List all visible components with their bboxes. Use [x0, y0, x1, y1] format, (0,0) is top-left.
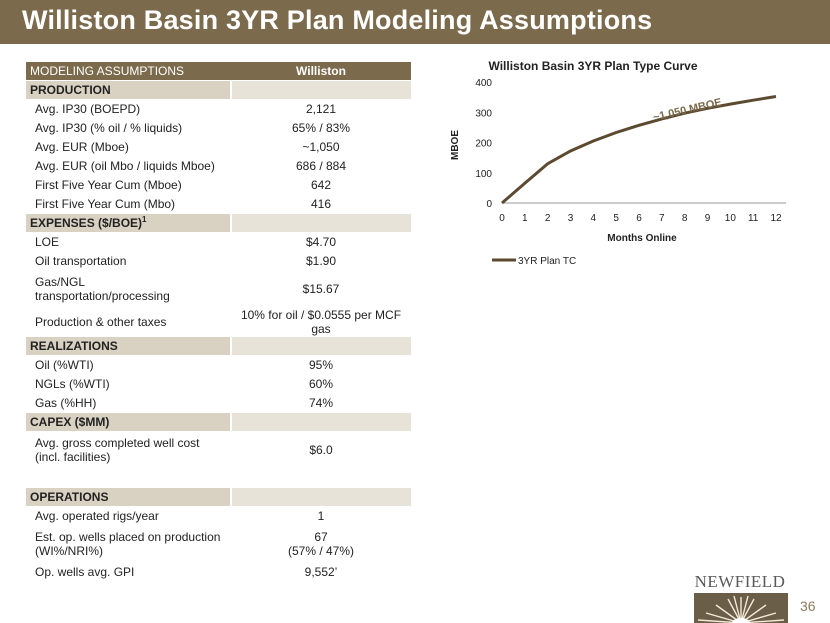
row-label: Avg. EUR (Mboe)	[26, 138, 231, 157]
x-tick-label: 12	[770, 213, 782, 224]
x-tick-label: 9	[704, 213, 711, 224]
row-label: Avg. IP30 (BOEPD)	[26, 100, 231, 119]
table-row	[26, 375, 411, 394]
y-axis-label: MBOE	[450, 130, 461, 160]
chart-svg	[436, 55, 796, 275]
table-row	[26, 138, 411, 157]
footnote-marker: 1	[142, 215, 147, 224]
table-row	[26, 356, 411, 375]
table-row	[26, 119, 411, 138]
row-label	[26, 271, 231, 308]
row-value: 416	[231, 195, 411, 214]
x-tick-label: 11	[747, 213, 759, 224]
row-value: 2,121	[231, 100, 411, 119]
assumptions-table	[26, 62, 411, 582]
row-label: Production & other taxes	[26, 308, 231, 337]
section-expenses	[26, 214, 411, 233]
header-label: MODELING ASSUMPTIONS	[26, 62, 231, 81]
x-tick-label: 2	[544, 213, 551, 224]
row-value-line: (57% / 47%)	[287, 544, 355, 558]
table-row	[26, 157, 411, 176]
y-tick-label: 400	[475, 78, 492, 89]
row-label-line: transportation/processing	[35, 289, 170, 303]
section-title: PRODUCTION	[26, 81, 231, 100]
x-axis-label: Months Online	[607, 233, 677, 244]
row-value: $4.70	[231, 233, 411, 252]
table-row	[26, 195, 411, 214]
x-tick-label: 8	[681, 213, 688, 224]
row-label-line: Avg. gross completed well cost	[35, 436, 200, 450]
row-label-line: Est. op. wells placed on production	[35, 530, 221, 544]
row-value: $1.90	[231, 252, 411, 271]
row-value: $15.67	[231, 271, 411, 308]
row-label: First Five Year Cum (Mbo)	[26, 195, 231, 214]
x-tick-label: 0	[499, 213, 505, 224]
x-tick-label: 4	[590, 213, 597, 224]
section-title: REALIZATIONS	[26, 337, 231, 356]
x-tick-label: 1	[522, 213, 528, 224]
x-tick-label: 6	[636, 213, 642, 224]
table-row	[26, 308, 411, 337]
curve-annotation: ~1,050 MBOE	[651, 96, 723, 124]
x-tick-label: 7	[659, 213, 665, 224]
spacer-row	[26, 469, 411, 488]
table-row	[26, 563, 411, 582]
section-title: CAPEX ($MM)	[26, 413, 231, 432]
row-value: ~1,050	[231, 138, 411, 157]
section-title: OPERATIONS	[26, 488, 231, 507]
row-label: Avg. IP30 (% oil / % liquids)	[26, 119, 231, 138]
row-label-line: (WI%/NRI%)	[35, 544, 103, 558]
sunburst-icon	[694, 593, 788, 623]
logo-text: NEWFIELD	[694, 572, 786, 591]
row-value: 95%	[231, 356, 411, 375]
table-row	[26, 507, 411, 526]
y-tick-label: 0	[486, 199, 492, 210]
y-tick-label: 200	[475, 138, 492, 150]
row-value: 9,552’	[231, 563, 411, 582]
row-label: Oil transportation	[26, 252, 231, 271]
row-value: 60%	[231, 375, 411, 394]
row-value	[231, 526, 411, 563]
row-label: LOE	[26, 233, 231, 252]
y-tick-label: 100	[475, 168, 492, 180]
newfield-logo	[690, 572, 790, 622]
table-row	[26, 233, 411, 252]
row-label: Gas (%HH)	[26, 394, 231, 413]
y-tick-label: 300	[475, 108, 492, 120]
row-label: Oil (%WTI)	[26, 356, 231, 375]
row-label: NGLs (%WTI)	[26, 375, 231, 394]
table-header-row	[26, 62, 411, 81]
header-value: Williston	[231, 62, 411, 81]
row-label-line: (incl. facilities)	[35, 450, 111, 464]
legend-label: 3YR Plan TC	[518, 256, 577, 267]
x-tick-label: 10	[724, 213, 736, 224]
table-row	[26, 176, 411, 195]
section-production	[26, 81, 411, 100]
page-number: 36	[800, 598, 816, 614]
row-label: Avg. EUR (oil Mbo / liquids Mboe)	[26, 157, 231, 176]
type-curve-chart	[436, 55, 796, 275]
section-operations	[26, 488, 411, 507]
row-label: First Five Year Cum (Mboe)	[26, 176, 231, 195]
row-value: 74%	[231, 394, 411, 413]
table-row	[26, 526, 411, 563]
section-title-text: EXPENSES ($/BOE)	[30, 216, 143, 230]
title-bar	[0, 0, 830, 44]
page-title: Williston Basin 3YR Plan Modeling Assumptions	[22, 5, 653, 35]
row-value: 10% for oil / $0.0555 per MCF gas	[231, 308, 411, 337]
section-realizations	[26, 337, 411, 356]
x-tick-label: 3	[567, 213, 574, 224]
table-row	[26, 100, 411, 119]
x-tick-label: 5	[613, 213, 619, 224]
row-value: $6.0	[231, 432, 411, 469]
section-title	[26, 214, 231, 233]
y-axis	[475, 78, 492, 210]
table-row	[26, 271, 411, 308]
table-row	[26, 432, 411, 469]
section-capex	[26, 413, 411, 432]
row-value: 642	[231, 176, 411, 195]
row-value: 1	[231, 507, 411, 526]
row-value-line: 67	[314, 530, 328, 544]
row-value: 65% / 83%	[231, 119, 411, 138]
row-label	[26, 526, 231, 563]
chart-title: Williston Basin 3YR Plan Type Curve	[488, 59, 698, 73]
row-label: Op. wells avg. GPI	[26, 563, 231, 582]
series-line	[502, 97, 776, 204]
row-label	[26, 432, 231, 469]
x-axis	[499, 213, 782, 224]
table-row	[26, 394, 411, 413]
row-label: Avg. operated rigs/year	[26, 507, 231, 526]
row-value: 686 / 884	[231, 157, 411, 176]
row-label-line: Gas/NGL	[35, 275, 86, 289]
table-row	[26, 252, 411, 271]
